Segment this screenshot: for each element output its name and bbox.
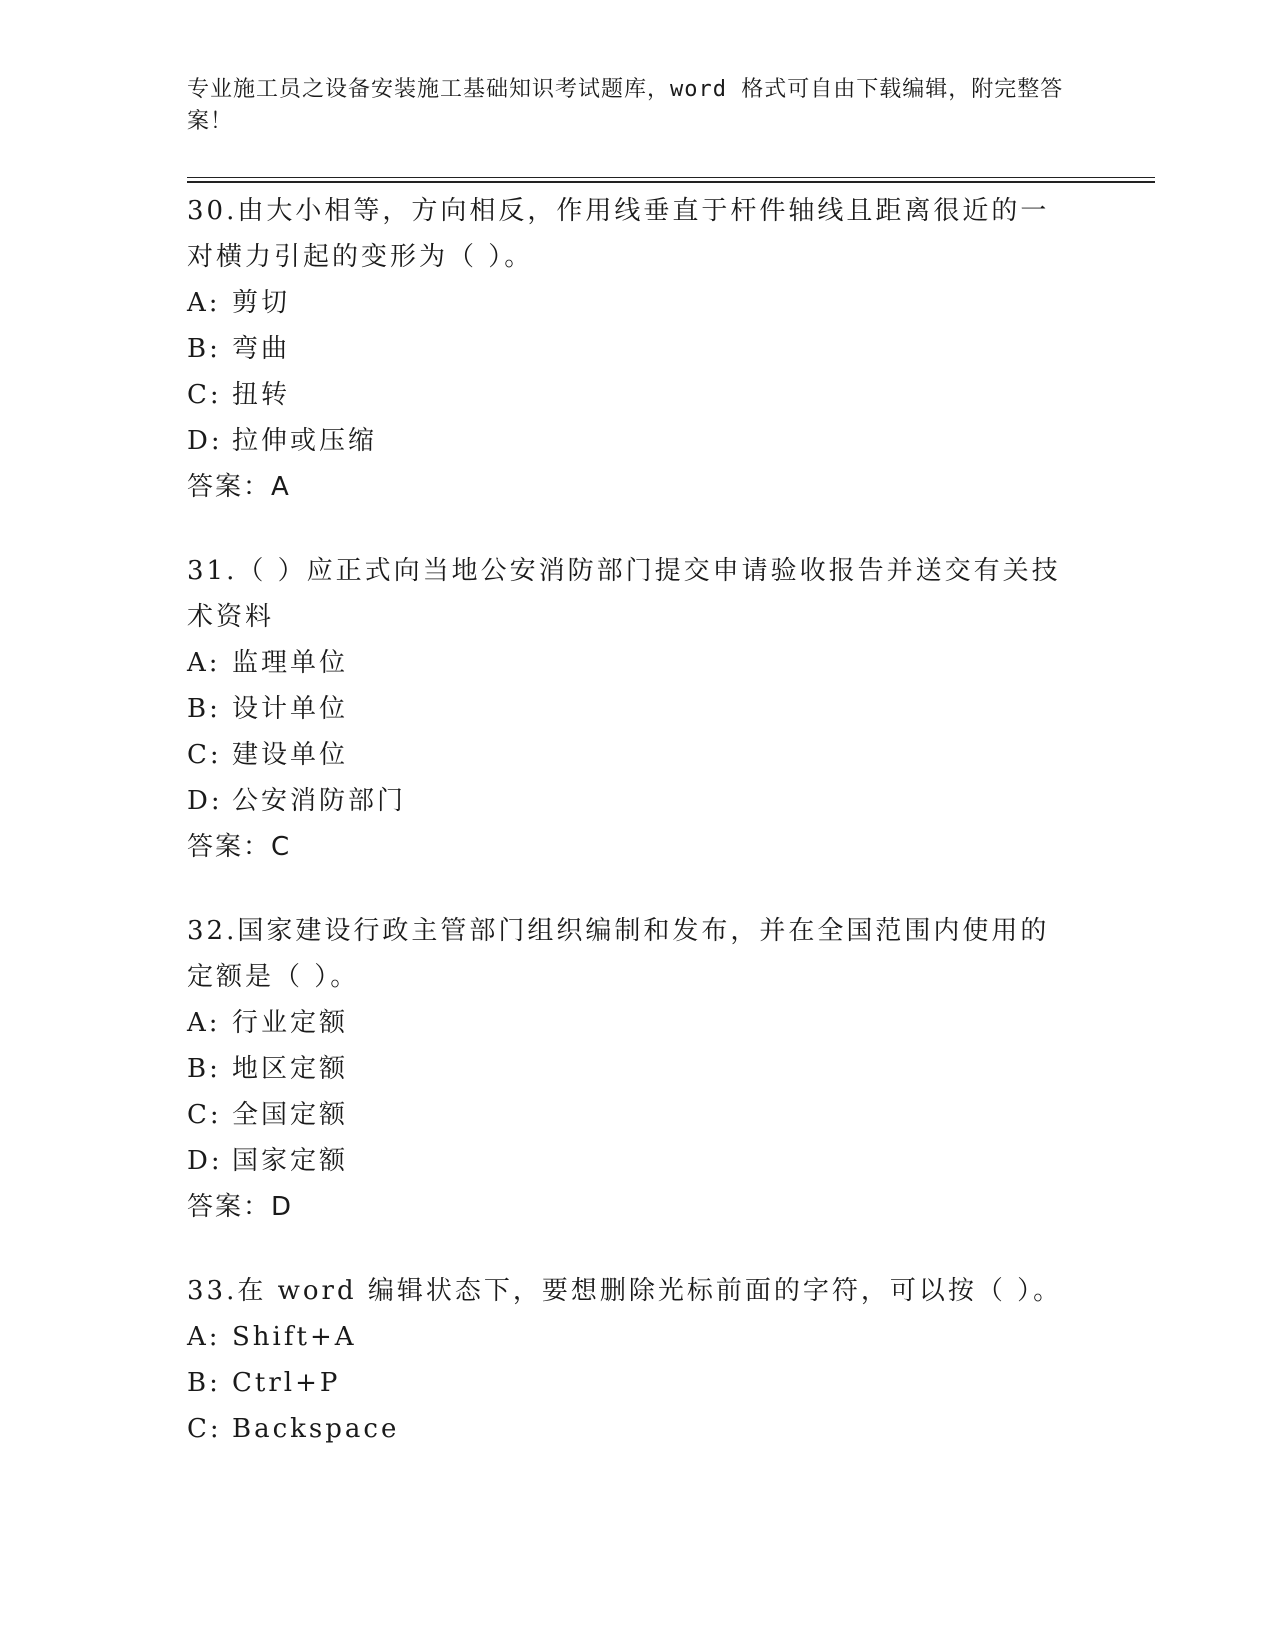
question-31 (187, 548, 1087, 870)
question-stem: 32.国家建设行政主管部门组织编制和发布，并在全国范围内使用的定额是（ ）。 (187, 916, 1050, 992)
option-a (187, 1000, 1087, 1046)
option-text: Shift+A (232, 1322, 357, 1352)
option-text: 拉伸或压缩 (232, 426, 378, 456)
option-a (187, 1314, 1087, 1360)
option-key: D: (187, 1146, 223, 1176)
header-divider-thin (187, 177, 1155, 178)
option-key: C: (187, 1100, 222, 1130)
option-b (187, 1046, 1087, 1092)
question-30 (187, 188, 1087, 510)
option-text: 扭转 (232, 380, 291, 410)
question-list (187, 188, 1087, 1490)
option-a (187, 640, 1087, 686)
option-b (187, 1360, 1087, 1406)
question-32 (187, 908, 1087, 1230)
option-text: 地区定额 (232, 1054, 349, 1084)
option-text: 国家定额 (232, 1146, 349, 1176)
option-c (187, 372, 1087, 418)
option-text: 行业定额 (232, 1008, 349, 1038)
option-text: 公安消防部门 (232, 786, 407, 816)
question-stem: 31.（ ）应正式向当地公安消防部门提交申请验收报告并送交有关技术资料 (187, 556, 1061, 632)
option-text: 弯曲 (232, 334, 291, 364)
option-c (187, 1092, 1087, 1138)
option-key: A: (187, 1322, 221, 1352)
option-text: 剪切 (232, 288, 291, 318)
option-key: D: (187, 426, 223, 456)
option-c (187, 1406, 1087, 1452)
option-text: Backspace (232, 1414, 400, 1444)
option-key: A: (187, 1008, 221, 1038)
question-stem: 33.在 word 编辑状态下，要想删除光标前面的字符，可以按（ ）。 (187, 1276, 1063, 1306)
answer-line: 答案：D (187, 1192, 294, 1222)
option-key: C: (187, 1414, 222, 1444)
question-33 (187, 1268, 1087, 1452)
option-d (187, 778, 1087, 824)
option-text: Ctrl+P (232, 1368, 341, 1398)
option-b (187, 686, 1087, 732)
option-key: C: (187, 380, 222, 410)
option-b (187, 326, 1087, 372)
option-d (187, 1138, 1087, 1184)
option-key: B: (187, 1054, 221, 1084)
option-key: A: (187, 648, 221, 678)
option-key: C: (187, 740, 222, 770)
answer-line: 答案：A (187, 472, 291, 502)
option-d (187, 418, 1087, 464)
option-text: 建设单位 (232, 740, 349, 770)
document-header: 专业施工员之设备安装施工基础知识考试题库，word 格式可自由下载编辑，附完整答案！ (187, 77, 1064, 134)
option-text: 监理单位 (232, 648, 349, 678)
option-key: A: (187, 288, 221, 318)
option-text: 设计单位 (232, 694, 349, 724)
option-a (187, 280, 1087, 326)
option-key: D: (187, 786, 223, 816)
option-key: B: (187, 1368, 221, 1398)
answer-line: 答案：C (187, 832, 292, 862)
question-stem: 30.由大小相等，方向相反，作用线垂直于杆件轴线且距离很近的一对横力引起的变形为（ ）。 (187, 196, 1050, 272)
option-c (187, 732, 1087, 778)
option-key: B: (187, 334, 221, 364)
option-text: 全国定额 (232, 1100, 349, 1130)
option-key: B: (187, 694, 221, 724)
header-divider-thick (187, 181, 1155, 183)
